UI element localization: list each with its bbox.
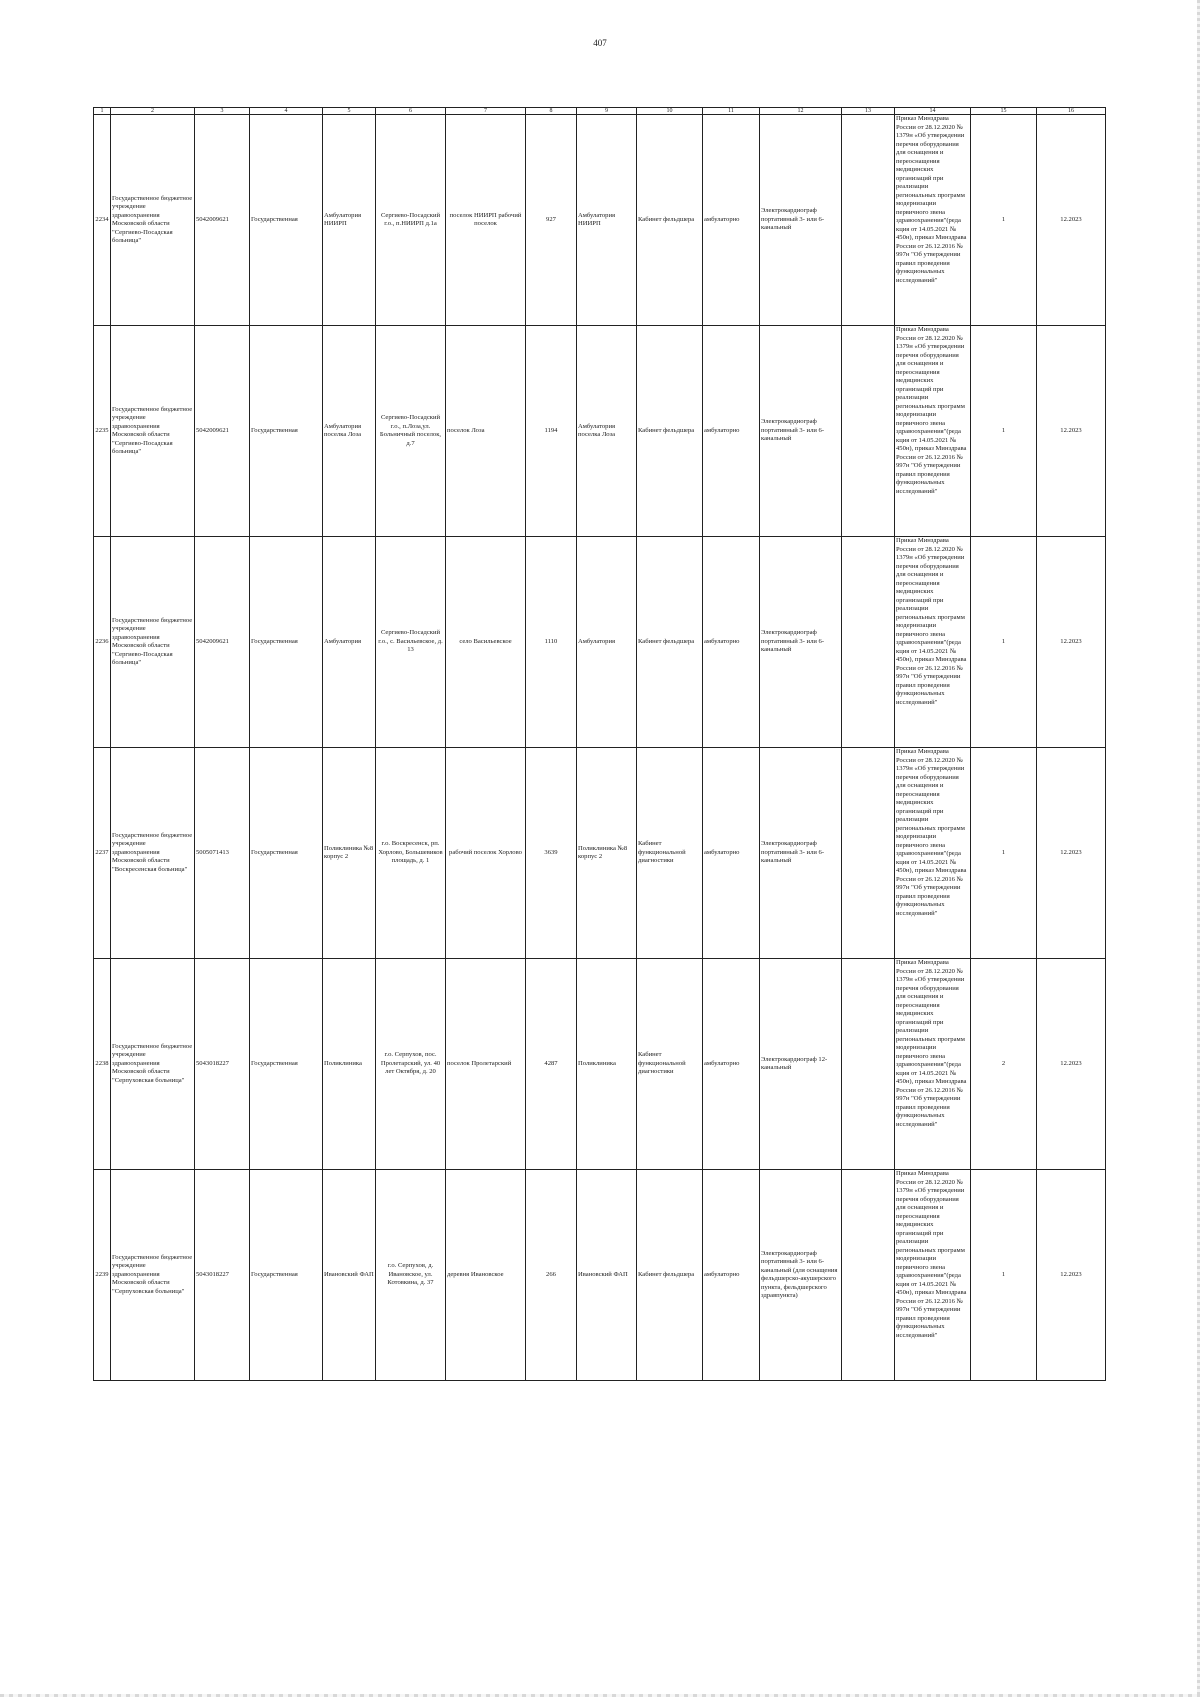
table-row	[94, 959, 1106, 1170]
quantity-cell: 2	[971, 959, 1037, 1170]
row-number: 2235	[94, 326, 111, 537]
row-number: 2238	[94, 959, 111, 1170]
order-text: Приказ Минздрава России от 28.12.2020 № 1379н «Об утверждении перечня оборудования для оснащения и переоснащения медицинских организаций при реализации региональных программ модернизации первичного звена здравоохранения"(реда кция от 14.05.2021 № 450н), приказ Минздрава России от 26.12.2016 № 997н "Об утверждении правил проведения функциональных исследований"	[896, 326, 967, 495]
care-cell: амбулаторно	[703, 326, 760, 537]
table-row	[94, 1170, 1106, 1381]
table-row	[94, 326, 1106, 537]
date-cell: 12.2023	[1037, 748, 1106, 959]
date-cell: 12.2023	[1037, 1170, 1106, 1381]
col13-cell	[842, 115, 895, 326]
equipment-cell: Электрокардиограф 12-канальный	[760, 959, 842, 1170]
column-header: 11	[703, 108, 760, 115]
organization-cell: Государственное бюджетное учреждение здравоохранения Московской области "Сергиево-Посадская больница"	[111, 537, 195, 748]
address-cell: г.о. Воскресенск, рп. Хорлово, Большевиков площадь, д. 1	[376, 748, 446, 959]
ownership-cell: Государственная	[250, 748, 323, 959]
care-cell: амбулаторно	[703, 537, 760, 748]
quantity-cell: 1	[971, 537, 1037, 748]
population-cell: 3639	[526, 748, 577, 959]
unit2-cell: Амбулатория поселка Лоза	[577, 326, 637, 537]
column-header: 5	[323, 108, 376, 115]
equipment-cell: Электрокардиограф портативный 3- или 6-канальный	[760, 115, 842, 326]
column-header: 4	[250, 108, 323, 115]
population-cell: 4287	[526, 959, 577, 1170]
unit-cell: Амбулатория	[323, 537, 376, 748]
col13-cell	[842, 537, 895, 748]
column-header: 7	[446, 108, 526, 115]
column-header: 6	[376, 108, 446, 115]
cabinet-cell: Кабинет фельдшера	[637, 115, 703, 326]
quantity-cell: 1	[971, 115, 1037, 326]
inn-cell: 5005071413	[195, 748, 250, 959]
col13-cell	[842, 326, 895, 537]
locality-cell: рабочий поселок Хорлово	[446, 748, 526, 959]
date-cell: 12.2023	[1037, 537, 1106, 748]
address-cell: Сергиево-Посадский г.о., п.НИИРП д.1а	[376, 115, 446, 326]
equipment-cell: Электрокардиограф портативный 3- или 6-канальный	[760, 326, 842, 537]
inn-cell: 5042009621	[195, 115, 250, 326]
care-cell: амбулаторно	[703, 1170, 760, 1381]
ownership-cell: Государственная	[250, 1170, 323, 1381]
address-cell: Сергиево-Посадский г.о., с. Васильевское, д. 13	[376, 537, 446, 748]
unit2-cell: Амбулатория	[577, 537, 637, 748]
inn-cell: 5043018227	[195, 959, 250, 1170]
organization-cell: Государственное бюджетное учреждение здравоохранения Московской области "Серпуховская больница"	[111, 1170, 195, 1381]
order-text: Приказ Минздрава России от 28.12.2020 № 1379н «Об утверждении перечня оборудования для оснащения и переоснащения медицинских организаций при реализации региональных программ модернизации первичного звена здравоохранения"(реда кция от 14.05.2021 № 450н), приказ Минздрава России от 26.12.2016 № 997н "Об утверждении правил проведения функциональных исследований"	[896, 537, 967, 706]
locality-cell: поселок НИИРП рабочий поселок	[446, 115, 526, 326]
row-number: 2234	[94, 115, 111, 326]
locality-cell: деревня Ивановское	[446, 1170, 526, 1381]
order-text: Приказ Минздрава России от 28.12.2020 № 1379н «Об утверждении перечня оборудования для оснащения и переоснащения медицинских организаций при реализации региональных программ модернизации первичного звена здравоохранения"(реда кция от 14.05.2021 № 450н), приказ Минздрава России от 26.12.2016 № 997н "Об утверждении правил проведения функциональных исследований"	[896, 115, 967, 284]
column-header: 13	[842, 108, 895, 115]
population-cell: 927	[526, 115, 577, 326]
col13-cell	[842, 748, 895, 959]
unit2-cell: Поликлиника	[577, 959, 637, 1170]
organization-cell: Государственное бюджетное учреждение здравоохранения Московской области "Серпуховская больница"	[111, 959, 195, 1170]
order-text: Приказ Минздрава России от 28.12.2020 № 1379н «Об утверждении перечня оборудования для оснащения и переоснащения медицинских организаций при реализации региональных программ модернизации первичного звена здравоохранения"(реда кция от 14.05.2021 № 450н), приказ Минздрава России от 26.12.2016 № 997н "Об утверждении правил проведения функциональных исследований"	[896, 1170, 967, 1339]
population-cell: 266	[526, 1170, 577, 1381]
column-header: 3	[195, 108, 250, 115]
column-header: 14	[895, 108, 971, 115]
equipment-cell: Электрокардиограф портативный 3- или 6-канальный (для оснащения фельдшерско-акушерского пункта, фельдшерского здравпункта)	[760, 1170, 842, 1381]
population-cell: 1194	[526, 326, 577, 537]
organization-cell: Государственное бюджетное учреждение здравоохранения Московской области "Сергиево-Посадская больница"	[111, 115, 195, 326]
unit-cell: Поликлиника №8 корпус 2	[323, 748, 376, 959]
table-row	[94, 115, 1106, 326]
address-cell: Сергиево-Посадский г.о., п.Лоза,ул. Больничный поселок, д.7	[376, 326, 446, 537]
unit2-cell: Поликлиника №8 корпус 2	[577, 748, 637, 959]
date-cell: 12.2023	[1037, 959, 1106, 1170]
cabinet-cell: Кабинет фельдшера	[637, 326, 703, 537]
equipment-register-table	[93, 107, 1106, 1381]
column-header: 2	[111, 108, 195, 115]
care-cell: амбулаторно	[703, 748, 760, 959]
ownership-cell: Государственная	[250, 959, 323, 1170]
column-header: 12	[760, 108, 842, 115]
cabinet-cell: Кабинет функциональной диагностики	[637, 959, 703, 1170]
order-cell	[895, 1170, 971, 1381]
organization-cell: Государственное бюджетное учреждение здравоохранения Московской области "Сергиево-Посадская больница"	[111, 326, 195, 537]
care-cell: амбулаторно	[703, 959, 760, 1170]
inn-cell: 5042009621	[195, 326, 250, 537]
order-cell	[895, 537, 971, 748]
cabinet-cell: Кабинет функциональной диагностики	[637, 748, 703, 959]
inn-cell: 5043018227	[195, 1170, 250, 1381]
locality-cell: село Васильевское	[446, 537, 526, 748]
unit2-cell: Ивановский ФАП	[577, 1170, 637, 1381]
row-number: 2236	[94, 537, 111, 748]
ownership-cell: Государственная	[250, 115, 323, 326]
quantity-cell: 1	[971, 1170, 1037, 1381]
unit2-cell: Амбулатория НИИРП	[577, 115, 637, 326]
column-header: 15	[971, 108, 1037, 115]
column-header: 9	[577, 108, 637, 115]
population-cell: 1110	[526, 537, 577, 748]
unit-cell: Амбулатория поселка Лоза	[323, 326, 376, 537]
table-row	[94, 748, 1106, 959]
quantity-cell: 1	[971, 748, 1037, 959]
column-header: 10	[637, 108, 703, 115]
quantity-cell: 1	[971, 326, 1037, 537]
ownership-cell: Государственная	[250, 537, 323, 748]
order-text: Приказ Минздрава России от 28.12.2020 № 1379н «Об утверждении перечня оборудования для оснащения и переоснащения медицинских организаций при реализации региональных программ модернизации первичного звена здравоохранения"(реда кция от 14.05.2021 № 450н), приказ Минздрава России от 26.12.2016 № 997н "Об утверждении правил проведения функциональных исследований"	[896, 748, 967, 917]
cabinet-cell: Кабинет фельдшера	[637, 1170, 703, 1381]
organization-cell: Государственное бюджетное учреждение здравоохранения Московской области "Воскресенская больница"	[111, 748, 195, 959]
care-cell: амбулаторно	[703, 115, 760, 326]
page-number: 407	[593, 38, 607, 48]
column-header: 16	[1037, 108, 1106, 115]
ownership-cell: Государственная	[250, 326, 323, 537]
equipment-cell: Электрокардиограф портативный 3- или 6-канальный	[760, 537, 842, 748]
date-cell: 12.2023	[1037, 326, 1106, 537]
column-header: 8	[526, 108, 577, 115]
order-cell	[895, 959, 971, 1170]
inn-cell: 5042009621	[195, 537, 250, 748]
locality-cell: поселок Лоза	[446, 326, 526, 537]
column-number-row	[94, 108, 1106, 115]
unit-cell: Амбулатория НИИРП	[323, 115, 376, 326]
equipment-cell: Электрокардиограф портативный 3- или 6-канальный	[760, 748, 842, 959]
unit-cell: Поликлиника	[323, 959, 376, 1170]
col13-cell	[842, 1170, 895, 1381]
table-row	[94, 537, 1106, 748]
cabinet-cell: Кабинет фельдшера	[637, 537, 703, 748]
order-cell	[895, 748, 971, 959]
date-cell: 12.2023	[1037, 115, 1106, 326]
col13-cell	[842, 959, 895, 1170]
column-header: 1	[94, 108, 111, 115]
order-cell	[895, 326, 971, 537]
row-number: 2237	[94, 748, 111, 959]
address-cell: г.о. Серпухов, пос. Пролетарский, ул. 40 лет Октября, д. 20	[376, 959, 446, 1170]
order-text: Приказ Минздрава России от 28.12.2020 № 1379н «Об утверждении перечня оборудования для оснащения и переоснащения медицинских организаций при реализации региональных программ модернизации первичного звена здравоохранения"(реда кция от 14.05.2021 № 450н), приказ Минздрава России от 26.12.2016 № 997н "Об утверждении правил проведения функциональных исследований"	[896, 959, 967, 1128]
row-number: 2239	[94, 1170, 111, 1381]
unit-cell: Ивановский ФАП	[323, 1170, 376, 1381]
order-cell	[895, 115, 971, 326]
address-cell: г.о. Серпухов, д. Ивановское, ул. Котовкина, д. 37	[376, 1170, 446, 1381]
locality-cell: поселок Пролетарский	[446, 959, 526, 1170]
